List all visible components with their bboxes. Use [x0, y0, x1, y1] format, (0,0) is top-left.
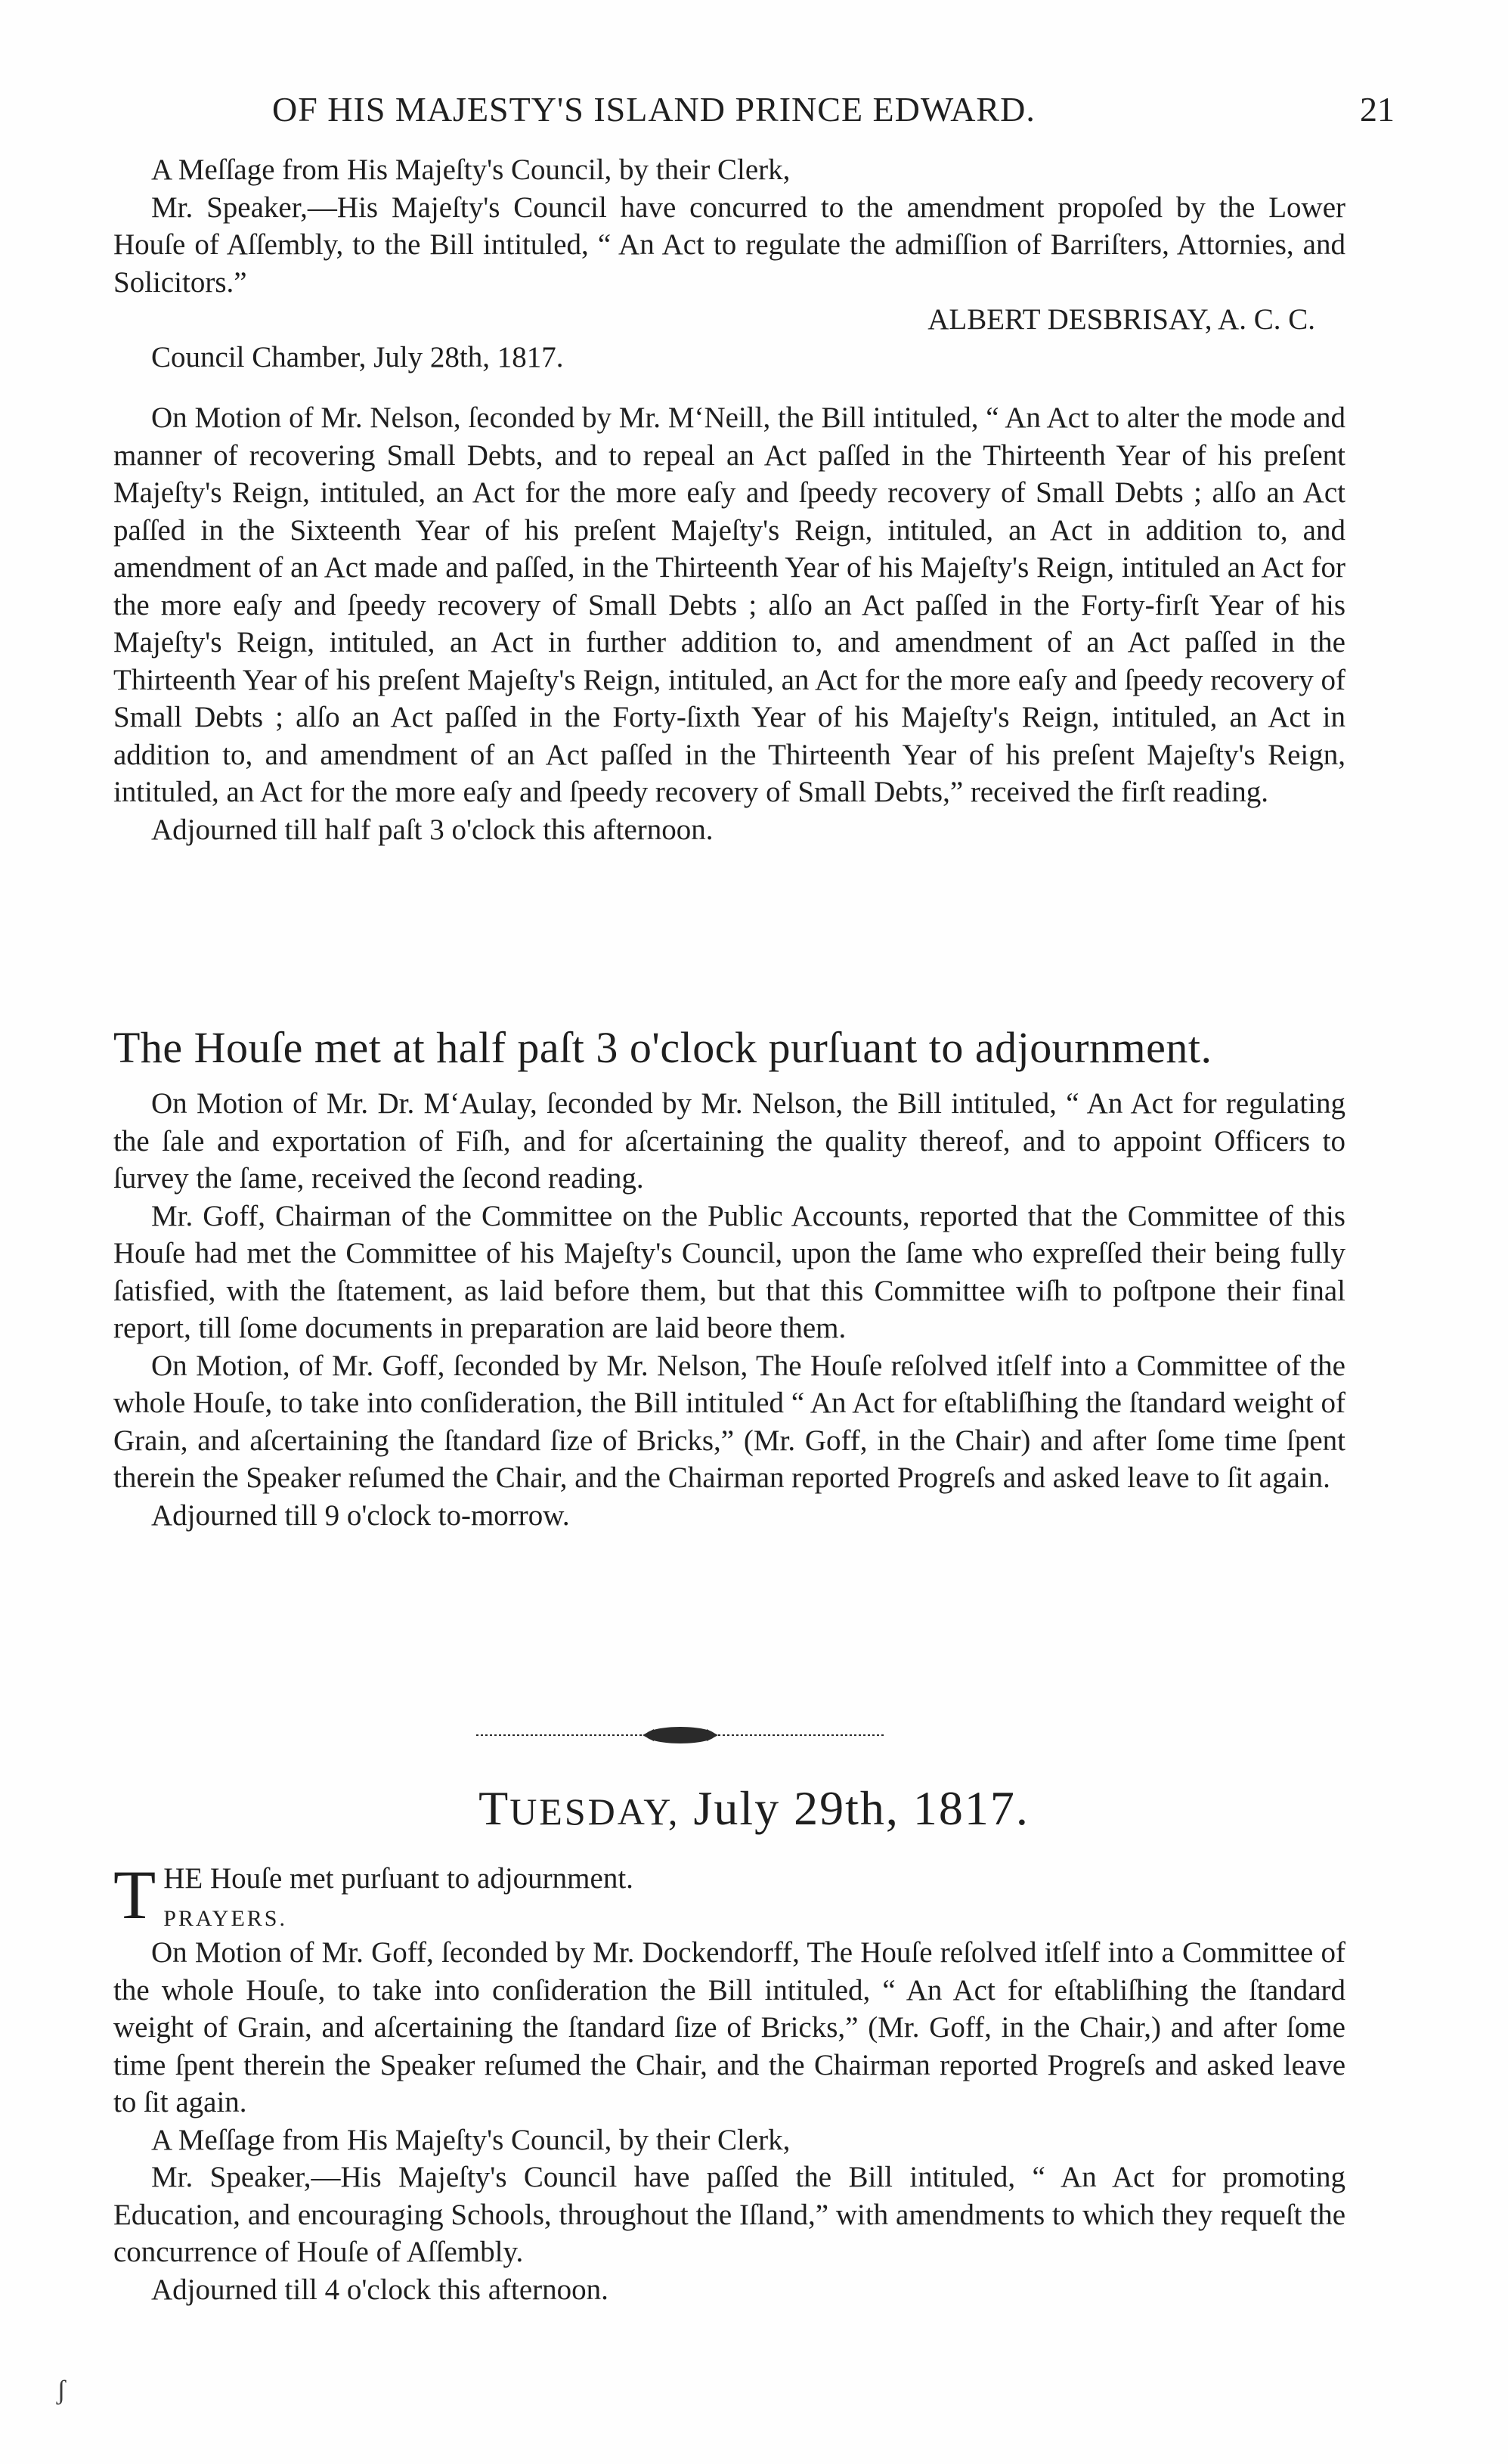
date-text: July 29th, 1817.	[680, 1781, 1030, 1835]
page-number: 21	[1360, 90, 1395, 129]
small-debts-motion-block	[113, 399, 1345, 848]
small-debts-motion: On Motion of Mr. Nelson, ſeconded by Mr. M‘Neill, the Bill intituled, “ An Act to alter the mode and manner of recovering Small Debts, and to repeal an Act paſſed in the Thirteenth Year of his preſent Majeſty's Reign, intituled, an Act for the more eaſy and ſpeedy recovery of Small Debts ; alſo an Act paſſed in the Sixteenth Year of his preſent Majeſty's Reign, intituled, an Act in addition to, and amendment of an Act made and paſſed, in the Thirteenth Year of his Majeſty's Reign, intituled an Act for the more eaſy and ſpeedy recovery of Small Debts ; alſo an Act paſſed in the Forty-firſt Year of his Majeſty's Reign, intituled, an Act in further addition to, and amendment of an Act paſſed in the Thirteenth Year of his preſent Majeſty's Reign, intituled, an Act for the more eaſy and ſpeedy recovery of Small Debts ; alſo an Act paſſed in the Forty-ſixth Year of his Majeſty's Reign, intituled, an Act in addition to, and amendment of an Act paſſed in the Thirteenth Year of his preſent Majeſty's Reign, intituled, an Act for the more eaſy and ſpeedy recovery of Small Debts,” received the firſt reading.	[113, 401, 1345, 808]
grain-bill-committee: On Motion, of Mr. Goff, ſeconded by Mr. Nelson, The Houſe reſolved itſelf into a Committee of the whole Houſe, to take into conſideration, the Bill intituled “ An Act for eſtabliſhing the ſtandard weight of Grain, and aſcertaining the ſtandard ſize of Bricks,” (Mr. Goff, in the Chair) and after ſome time ſpent therein the Speaker reſumed the Chair, and the Chairman reported Progreſs and asked leave to ſit again.	[113, 1349, 1345, 1494]
message-body: Mr. Speaker,—His Majeſty's Council have concurred to the amendment propoſed by the Lower Houſe of Aſſembly, to the Bill intituled, “ An Act to regulate the admiſſion of Barriſters, Attornies, and Solicitors.”	[113, 191, 1345, 299]
afternoon-session-heading: The Houſe met at half paſt 3 o'clock purſuant to adjournment.	[113, 1023, 1212, 1072]
clerk-signature: ALBERT DESBRISAY, A. C. C.	[927, 303, 1315, 336]
day-rest: UESDAY,	[509, 1790, 680, 1833]
opening-paragraph	[113, 1856, 1345, 1937]
running-title: OF HIS MAJESTY'S ISLAND PRINCE EDWARD.	[272, 90, 1036, 129]
grain-bill-committee: On Motion of Mr. Goff, ſeconded by Mr. Dockendorff, The Houſe reſolved itſelf into a Committee of the whole Houſe, to take into conſideration the Bill intituled, “ An Act for eſtabliſhing the ſtandard weight of Grain, and aſcertaining the ſtandard ſize of Bricks,” (Mr. Goff, in the Chair,) and after ſome time ſpent therein the Speaker reſumed the Chair, and the Chairman reported Progreſs and asked leave to ſit again.	[113, 1936, 1345, 2118]
message-intro: A Meſſage from His Majeſty's Council, by their Clerk,	[151, 2123, 791, 2156]
running-head	[113, 89, 1395, 142]
council-dateline: Council Chamber, July 28th, 1817.	[151, 340, 564, 373]
message-intro: A Meſſage from His Majeſty's Council, by their Clerk,	[151, 153, 791, 186]
adjournment-note: Adjourned till 9 o'clock to-morrow.	[151, 1499, 570, 1532]
afternoon-session-block	[113, 1085, 1345, 1534]
date-heading	[0, 1781, 1508, 1836]
adjournment-note: Adjourned till half paſt 3 o'clock this afternoon.	[151, 813, 714, 846]
adjournment-note: Adjourned till 4 o'clock this afternoon.	[151, 2273, 608, 2306]
education-bill-message: Mr. Speaker,—His Majeſty's Council have paſſed the Bill intituled, “ An Act for promoting Education, and encouraging Schools, throughout the Iſland,” with amendments to which they requeſt the concurrence of Houſe of Aſſembly.	[113, 2161, 1345, 2268]
fish-bill-motion: On Motion of Mr. Dr. M‘Aulay, ſeconded by Mr. Nelson, the Bill intituled, “ An Act for regulating the ſale and exportation of Fiſh, and for aſcertaining the quality thereof, and to appoint Officers to ſurvey the ſame, received the ſecond reading.	[113, 1087, 1345, 1195]
council-message-block	[113, 151, 1345, 376]
prayers-label: PRAYERS.	[163, 1905, 287, 1931]
ornament-divider	[469, 1720, 892, 1750]
drop-cap: T	[113, 1856, 156, 1933]
public-accounts-report: Mr. Goff, Chairman of the Committee on the Public Accounts, reported that the Committee of this Houſe had met the Committee of his Majeſty's Council, upon the ſame who expreſſed their being fully ſatisfied, with the ſtatement, as laid before them, but that this Committee wiſh to poſtpone their final report, till ſome documents in preparation are laid beore them.	[113, 1199, 1345, 1344]
day-initial: T	[478, 1781, 510, 1835]
stray-mark: ʃ	[57, 2375, 66, 2405]
tuesday-session-block	[113, 1934, 1345, 2308]
opening-line: HE Houſe met purſuant to adjournment.	[163, 1862, 633, 1895]
